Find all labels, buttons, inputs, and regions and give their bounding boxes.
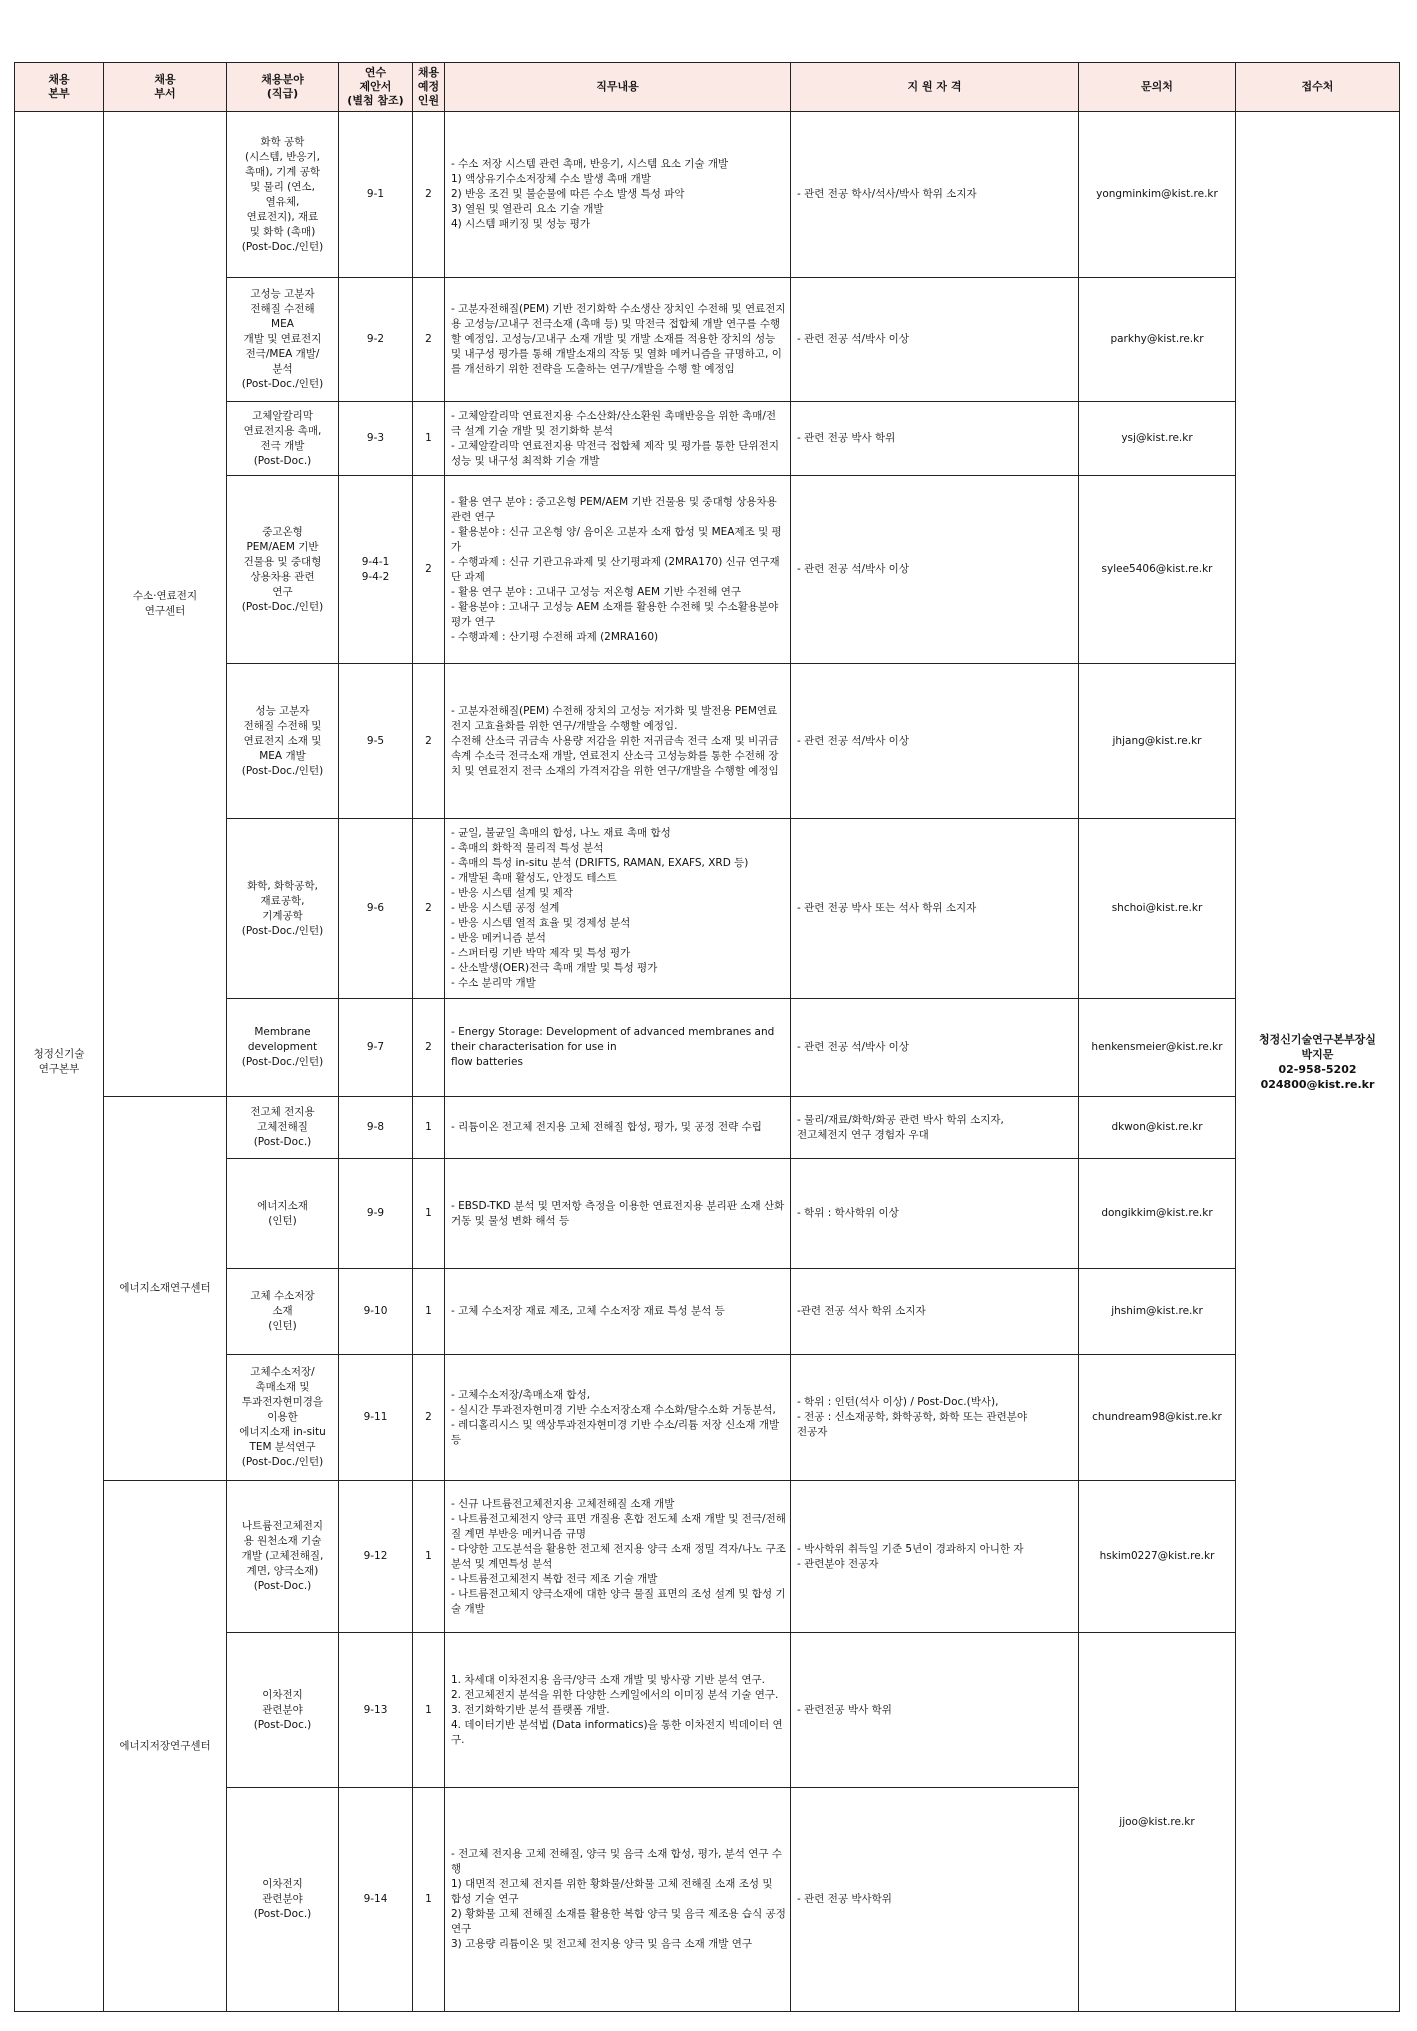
count-cell: 1: [413, 402, 445, 476]
duties-cell: - 리튬이온 전고체 전지용 고체 전해질 합성, 평가, 및 공정 전략 수립: [445, 1097, 791, 1159]
duties-cell: 1. 차세대 이차전지용 음극/양극 소재 개발 및 방사광 기반 분석 연구. 2. 전고체전지 분석을 위한 다양한 스케일에서의 이미징 분석 기술 연구. 3. 전기화학기반 분석 플랫폼 개발. 4. 데이터기반 분석법 (Data informatics)을 통한 이차전지 빅데이터 연구.: [445, 1633, 791, 1788]
header-inquiry: 문의처: [1079, 63, 1236, 112]
count-cell: 1: [413, 1269, 445, 1355]
email-cell: dkwon@kist.re.kr: [1079, 1097, 1236, 1159]
code-cell: 9-12: [339, 1481, 413, 1633]
email-cell: sylee5406@kist.re.kr: [1079, 476, 1236, 664]
header-headcount: 채용 예정 인원: [413, 63, 445, 112]
qual-cell: - 관련 전공 박사학위: [791, 1788, 1079, 2012]
header-field: 채용분야 (직급): [227, 63, 339, 112]
email-cell: chundream98@kist.re.kr: [1079, 1355, 1236, 1481]
field-cell: 이차전지 관련분야 (Post-Doc.): [227, 1633, 339, 1788]
code-cell: 9-14: [339, 1788, 413, 2012]
reception-cell: 청정신기술연구본부장실 박지문 02-958-5202 024800@kist.re.kr: [1236, 112, 1400, 2012]
qual-cell: - 관련 전공 박사 학위: [791, 402, 1079, 476]
qual-cell: - 관련 전공 석/박사 이상: [791, 664, 1079, 819]
department-cell-energy-materials: 에너지소재연구센터: [104, 1097, 227, 1481]
email-cell: shchoi@kist.re.kr: [1079, 819, 1236, 999]
duties-cell: - 고분자전해질(PEM) 수전해 장치의 고성능 저가화 및 발전용 PEM연료전지 고효율화를 위한 연구/개발을 수행할 예정임. 수전해 산소극 귀금속 사용량 저감을 위한 저귀금속 전극 소재 및 비귀금속계 수소극 전극소재 개발, 연료전지 산소극 고성능화를 통한 수전해 장치 및 연료전지 전극 소재의 가격저감을 위한 연구/개발을 수행할 예정임: [445, 664, 791, 819]
recruitment-table: [14, 62, 1400, 2012]
count-cell: 2: [413, 476, 445, 664]
qual-cell: - 박사학위 취득일 기준 5년이 경과하지 아니한 자 - 관련분야 전공자: [791, 1481, 1079, 1633]
count-cell: 1: [413, 1097, 445, 1159]
field-cell: 이차전지 관련분야 (Post-Doc.): [227, 1788, 339, 2012]
email-cell-shared: jjoo@kist.re.kr: [1079, 1633, 1236, 2012]
field-cell: 화학 공학 (시스템, 반응기, 촉매), 기계 공학 및 물리 (연소, 열유체, 연료전지), 재료 및 화학 (촉매) (Post-Doc./인턴): [227, 112, 339, 278]
code-cell: 9-5: [339, 664, 413, 819]
duties-cell: - 수소 저장 시스템 관련 촉매, 반응기, 시스템 요소 기술 개발 1) 액상유기수소저장체 수소 발생 촉매 개발 2) 반응 조건 및 불순물에 따른 수소 발생 특성 파악 3) 열원 및 열관리 요소 기술 개발 4) 시스템 패키징 및 성능 평가: [445, 112, 791, 278]
header-reception: 접수처: [1236, 63, 1400, 112]
header-division: 채용 본부: [15, 63, 104, 112]
count-cell: 2: [413, 1355, 445, 1481]
code-cell: 9-4-1 9-4-2: [339, 476, 413, 664]
table-row: [15, 1097, 1400, 1159]
email-cell: henkensmeier@kist.re.kr: [1079, 999, 1236, 1097]
count-cell: 1: [413, 1159, 445, 1269]
duties-cell: - 전고체 전지용 고체 전해질, 양극 및 음극 소재 합성, 평가, 분석 연구 수행 1) 대면적 전고체 전지를 위한 황화물/산화물 고체 전해질 소재 조성 및 합성 기술 연구 2) 황화물 고체 전해질 소재를 활용한 복합 양극 및 음극 제조용 습식 공정 연구 3) 고용량 리튬이온 및 전고체 전지용 양극 및 음극 소재 개발 연구: [445, 1788, 791, 2012]
code-cell: 9-9: [339, 1159, 413, 1269]
qual-cell: - 관련전공 박사 학위: [791, 1633, 1079, 1788]
department-cell-energy-storage: 에너지저장연구센터: [104, 1481, 227, 2012]
code-cell: 9-3: [339, 402, 413, 476]
qual-cell: - 관련 전공 박사 또는 석사 학위 소지자: [791, 819, 1079, 999]
duties-cell: - 활용 연구 분야 : 중고온형 PEM/AEM 기반 건물용 및 중대형 상용차용 관련 연구 - 활용분야 : 신규 고온형 양/ 음이온 고분자 소재 합성 및 MEA제조 및 평가 - 수행과제 : 신규 기관고유과제 및 산기평과제 (2MRA170) 신규 연구재단 과제 - 활용 연구 분야 : 고내구 고성능 저온형 AEM 기반 수전해 연구 - 활용분야 : 고내구 고성능 AEM 소재를 활용한 수전해 및 수소활용분야 평가 연구 - 수행과제 : 산기평 수전해 과제 (2MRA160): [445, 476, 791, 664]
qual-cell: - 관련 전공 석/박사 이상: [791, 999, 1079, 1097]
email-cell: yongminkim@kist.re.kr: [1079, 112, 1236, 278]
duties-cell: - EBSD-TKD 분석 및 면저항 측정을 이용한 연료전지용 분리판 소재 산화 거동 및 물성 변화 해석 등: [445, 1159, 791, 1269]
code-cell: 9-6: [339, 819, 413, 999]
qual-cell: - 관련 전공 석/박사 이상: [791, 476, 1079, 664]
qual-cell: - 학위 : 학사학위 이상: [791, 1159, 1079, 1269]
field-cell: 중고온형 PEM/AEM 기반 건물용 및 중대형 상용차용 관련 연구 (Post-Doc./인턴): [227, 476, 339, 664]
email-cell: jhjang@kist.re.kr: [1079, 664, 1236, 819]
field-cell: 전고체 전지용 고체전해질 (Post-Doc.): [227, 1097, 339, 1159]
field-cell: 화학, 화학공학, 재료공학, 기계공학 (Post-Doc./인턴): [227, 819, 339, 999]
count-cell: 1: [413, 1788, 445, 2012]
duties-cell: - 균일, 불균일 촉매의 합성, 나노 재료 촉매 합성 - 촉매의 화학적 물리적 특성 분석 - 촉매의 특성 in-situ 분석 (DRIFTS, RAMAN, EXAFS, XRD 등) - 개발된 촉매 활성도, 안정도 테스트 - 반응 시스템 설계 및 제작 - 반응 시스템 공정 설계 - 반응 시스템 열적 효율 및 경제성 분석 - 반응 메커니즘 분석 - 스퍼터링 기반 박막 제작 및 특성 평가 - 산소발생(OER)전극 촉매 개발 및 특성 평가 - 수소 분리막 개발: [445, 819, 791, 999]
code-cell: 9-10: [339, 1269, 413, 1355]
count-cell: 1: [413, 1633, 445, 1788]
count-cell: 2: [413, 664, 445, 819]
duties-cell: - Energy Storage: Development of advanced membranes and their characterisation for use in flow batteries: [445, 999, 791, 1097]
field-cell: 고체수소저장/ 촉매소재 및 투과전자현미경을 이용한 에너지소재 in-situ TEM 분석연구 (Post-Doc./인턴): [227, 1355, 339, 1481]
code-cell: 9-7: [339, 999, 413, 1097]
qual-cell: -관련 전공 석사 학위 소지자: [791, 1269, 1079, 1355]
field-cell: 고체 수소저장 소재 (인턴): [227, 1269, 339, 1355]
email-cell: hskim0227@kist.re.kr: [1079, 1481, 1236, 1633]
code-cell: 9-8: [339, 1097, 413, 1159]
qual-cell: - 물리/재료/화학/화공 관련 박사 학위 소지자, 전고체전지 연구 경험자 우대: [791, 1097, 1079, 1159]
code-cell: 9-1: [339, 112, 413, 278]
code-cell: 9-11: [339, 1355, 413, 1481]
code-cell: 9-13: [339, 1633, 413, 1788]
field-cell: 고체알칼리막 연료전지용 촉매, 전극 개발 (Post-Doc.): [227, 402, 339, 476]
count-cell: 2: [413, 112, 445, 278]
table-row: [15, 112, 1400, 278]
header-duties: 직무내용: [445, 63, 791, 112]
qual-cell: - 학위 : 인턴(석사 이상) / Post-Doc.(박사), - 전공 : 신소재공학, 화학공학, 화학 또는 관련분야 전공자: [791, 1355, 1079, 1481]
email-cell: dongikkim@kist.re.kr: [1079, 1159, 1236, 1269]
count-cell: 2: [413, 819, 445, 999]
field-cell: 성능 고분자 전해질 수전해 및 연료전지 소재 및 MEA 개발 (Post-Doc./인턴): [227, 664, 339, 819]
email-cell: jhshim@kist.re.kr: [1079, 1269, 1236, 1355]
header-department: 채용 부서: [104, 63, 227, 112]
header-qualifications: 지 원 자 격: [791, 63, 1079, 112]
field-cell: 나트륨전고체전지 용 원천소재 기술 개발 (고체전해질, 계면, 양극소재) (Post-Doc.): [227, 1481, 339, 1633]
count-cell: 2: [413, 999, 445, 1097]
duties-cell: - 신규 나트륨전고체전지용 고체전해질 소재 개발 - 나트륨전고체전지 양극 표면 개질용 혼합 전도체 소재 개발 및 전극/전해질 계면 부반응 메커니즘 규명 - 다양한 고도분석을 활용한 전고체 전지용 양극 소재 정밀 격자/나노 구조 분석 및 계면특성 분석 - 나트륨전고체전지 복합 전극 제조 기술 개발 - 나트륨전고체지 양극소재에 대한 양극 물질 표면의 조성 설계 및 합성 기술 개발: [445, 1481, 791, 1633]
field-cell: Membrane development (Post-Doc./인턴): [227, 999, 339, 1097]
field-cell: 에너지소재 (인턴): [227, 1159, 339, 1269]
field-cell: 고성능 고분자 전해질 수전해 MEA 개발 및 연료전지 전극/MEA 개발/ 분석 (Post-Doc./인턴): [227, 278, 339, 402]
duties-cell: - 고분자전해질(PEM) 기반 전기화학 수소생산 장치인 수전해 및 연료전지용 고성능/고내구 전극소재 (촉매 등) 및 막전극 접합체 개발 연구를 수행할 예정임. 고성능/고내구 소재 개발 및 개발 소재를 적용한 장치의 성능 및 내구성 평가를 통해 개발소재의 작동 및 열화 메커니즘을 규명하고, 이를 개선하기 위한 전략을 도출하는 연구/개발을 수행 할 예정임: [445, 278, 791, 402]
email-cell: ysj@kist.re.kr: [1079, 402, 1236, 476]
email-cell: parkhy@kist.re.kr: [1079, 278, 1236, 402]
qual-cell: - 관련 전공 석/박사 이상: [791, 278, 1079, 402]
table-row: [15, 1481, 1400, 1633]
count-cell: 1: [413, 1481, 445, 1633]
code-cell: 9-2: [339, 278, 413, 402]
qual-cell: - 관련 전공 학사/석사/박사 학위 소지자: [791, 112, 1079, 278]
header-proposal: 연수 제안서 (별첨 참조): [339, 63, 413, 112]
duties-cell: - 고체수소저장/촉매소재 합성, - 실시간 투과전자현미경 기반 수소저장소재 수소화/탈수소화 거동분석, - 레디홀리시스 및 액상투과전자현미경 기반 수소/리튬 저장 신소재 개발 등: [445, 1355, 791, 1481]
count-cell: 2: [413, 278, 445, 402]
department-cell-hydrogen: 수소·연료전지 연구센터: [104, 112, 227, 1097]
division-cell: 청정신기술 연구본부: [15, 112, 104, 2012]
table-header-row: [15, 63, 1400, 112]
duties-cell: - 고체알칼리막 연료전지용 수소산화/산소환원 촉매반응을 위한 촉매/전극 설계 기술 개발 및 전기화학 분석 - 고체알칼리막 연료전지용 막전극 접합체 제작 및 평가를 통한 단위전지 성능 및 내구성 최적화 기술 개발: [445, 402, 791, 476]
duties-cell: - 고체 수소저장 재료 제조, 고체 수소저장 재료 특성 분석 등: [445, 1269, 791, 1355]
